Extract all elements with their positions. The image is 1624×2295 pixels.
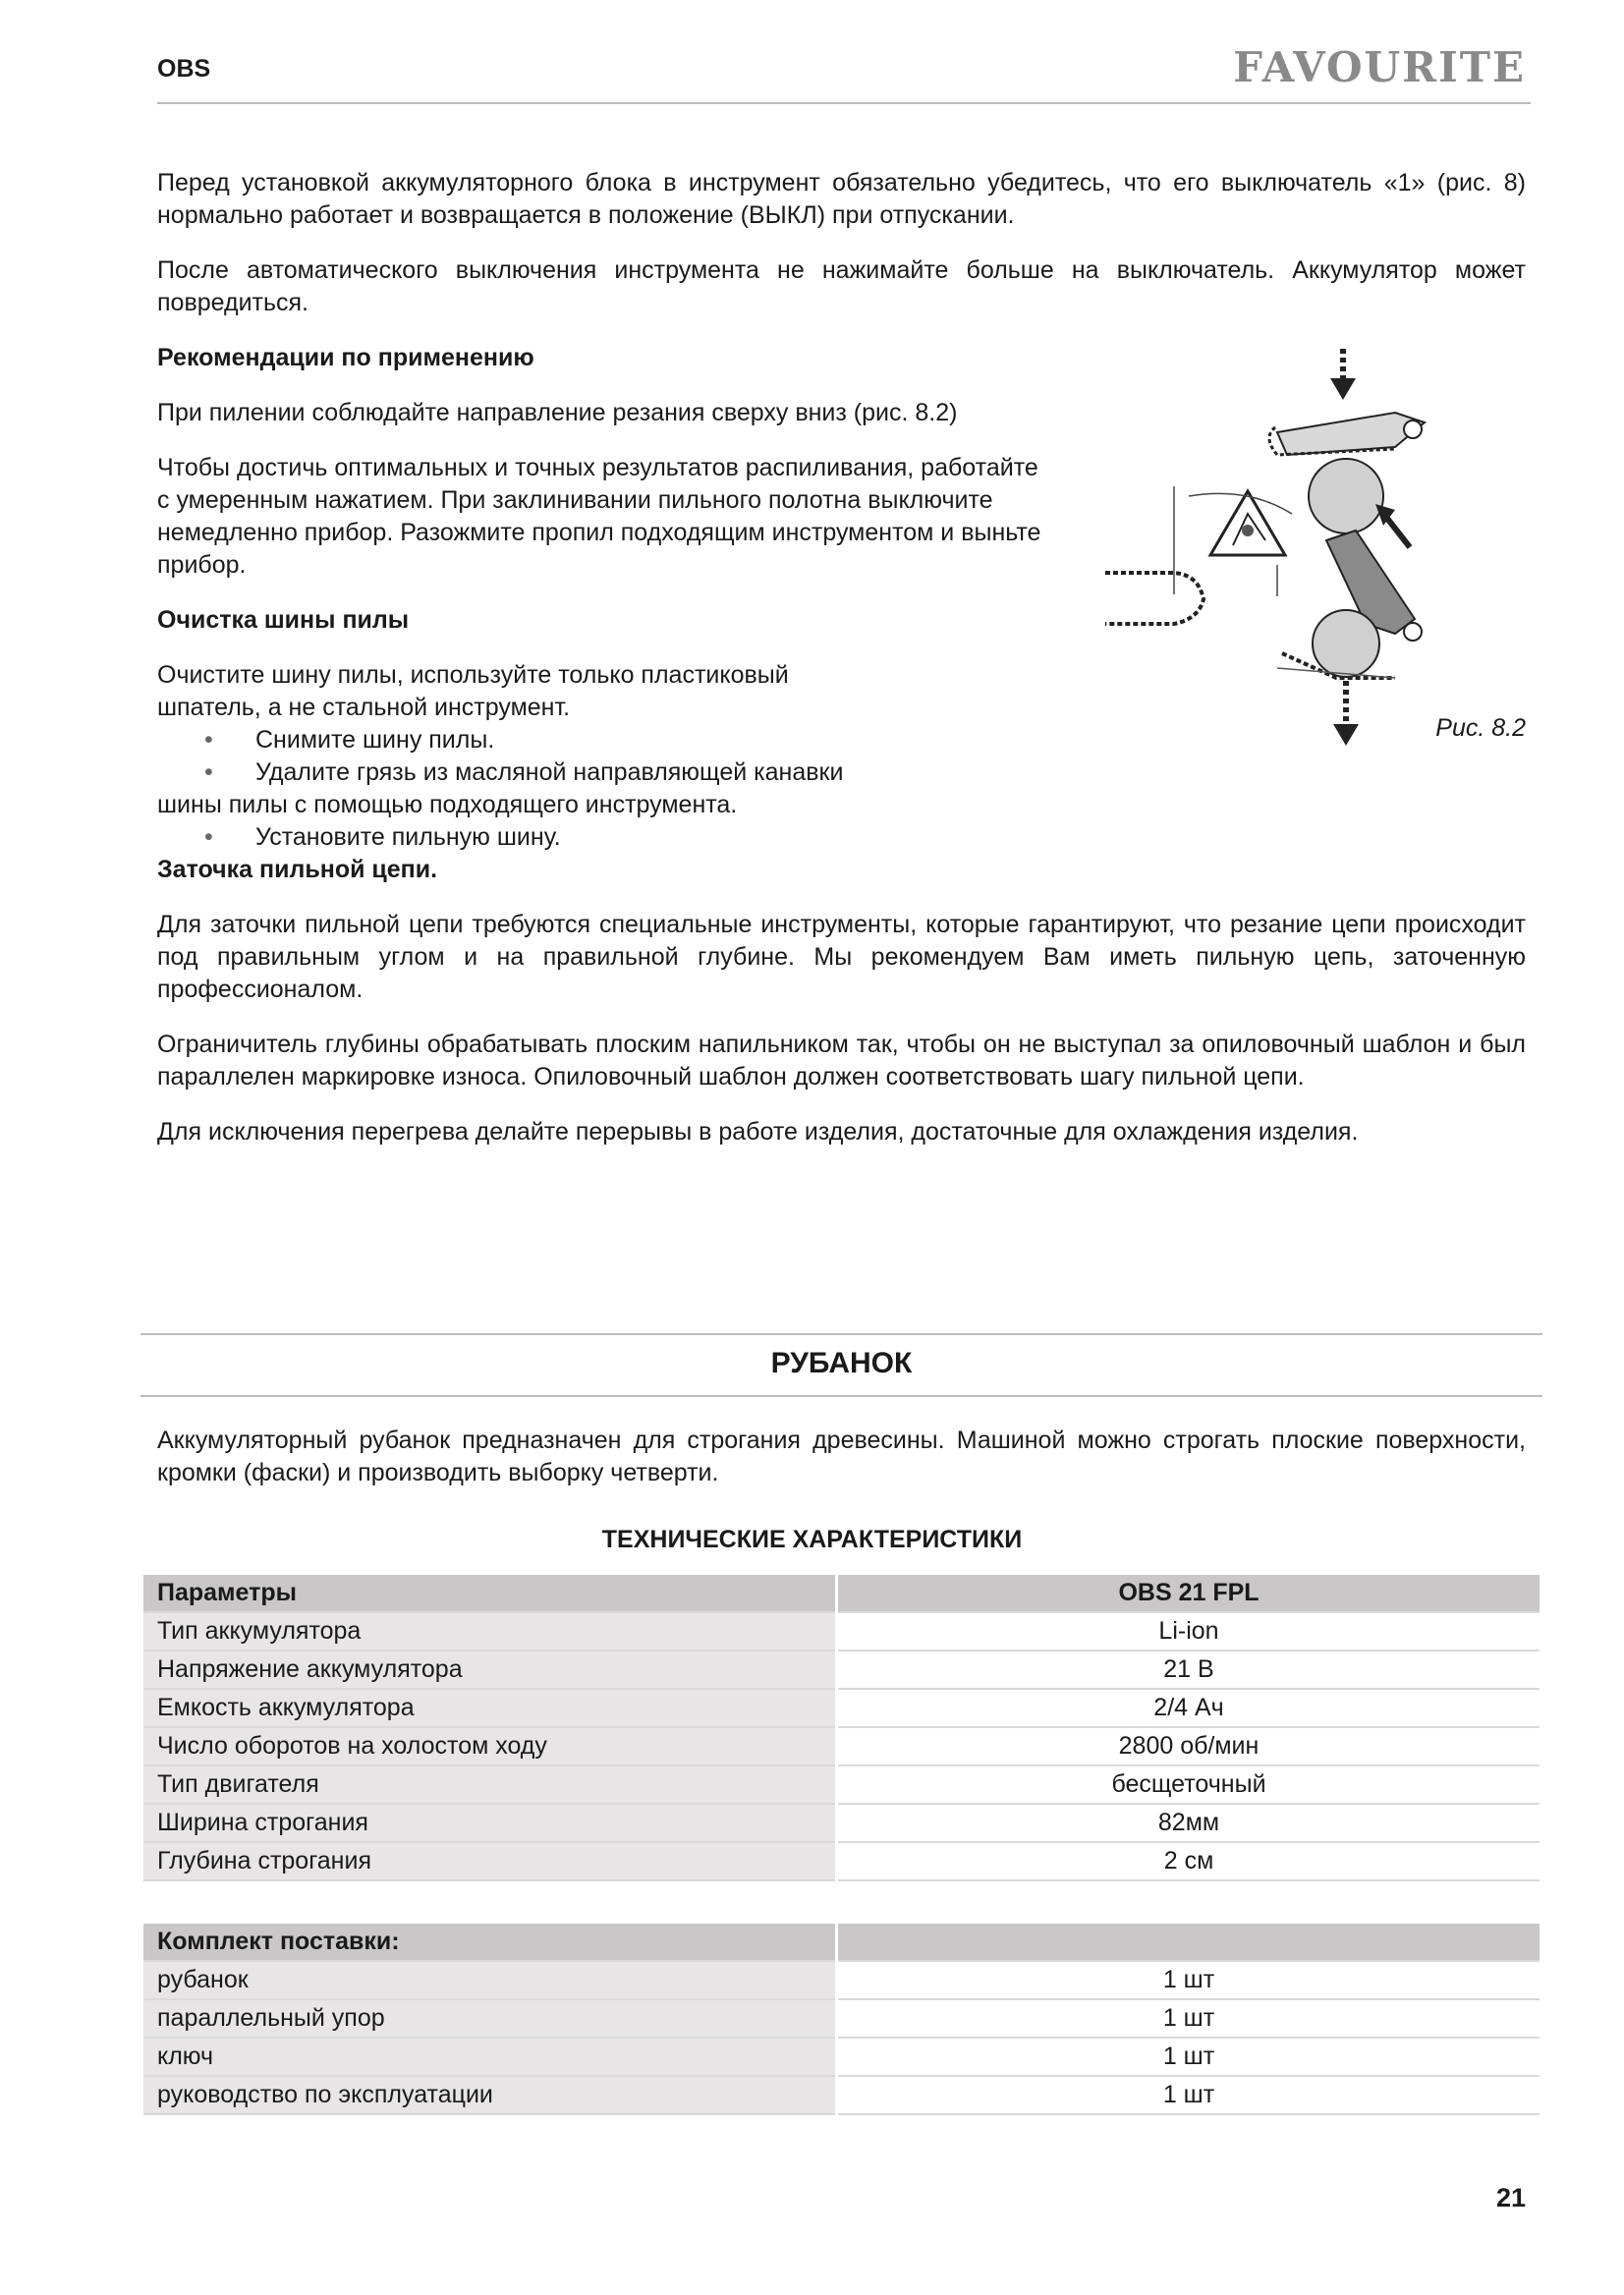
paragraph-cleaning: Очистите шину пилы, используйте только пластиковый шпатель, а не стальной инструмент. [157,661,789,721]
log-icon [1313,610,1379,677]
paragraph-overheat: Для исключения перегрева делайте перерывы в работе изделия, достаточные для охлаждения изделия. [157,1118,1359,1146]
table-cell: бесщеточный [837,1765,1540,1804]
table-cell: Ширина строгания [143,1804,837,1842]
table-cell: 2800 об/мин [837,1727,1540,1765]
table-cell: 1 шт [837,2038,1540,2076]
table-header-row [143,1575,1540,1612]
kit-table [143,1924,1540,2115]
table-cell: параллельный упор [143,1999,837,2038]
heading-cleaning: Очистка шины пилы [157,606,410,634]
table-row [143,2076,1540,2114]
table-cell: рубанок [143,1961,837,1999]
list-item: • Удалите грязь из масляной направляющей канавки [157,756,1526,789]
paragraph-sharpening: Для заточки пильной цепи требуются специальные инструменты, которые гарантируют, что резание цепи происходит под правильным углом и на правильной глубине. Мы рекомендуем Вам иметь пильную цепь, заточенную профессионалом. [157,911,1526,1003]
section-intro: Аккумуляторный рубанок предназначен для строгания древесины. Машиной можно строгать плоские поверхности, кромки (фаски) и производить выборку четверти. [157,1427,1526,1486]
header-divider [157,102,1531,104]
list-item-continuation: шины пилы с помощью подходящего инструмента. [157,791,738,818]
table-row [143,1961,1540,1999]
table-cell: ключ [143,2038,837,2076]
header-model: OBS [157,55,211,83]
table-cell: 2/4 Ач [837,1689,1540,1727]
log-icon [1309,459,1383,533]
table-row [143,1999,1540,2038]
table-row [143,1765,1540,1804]
list-item: • Установите пильную шину. [157,821,1526,854]
table-header-row [143,1924,1540,1961]
table-row [143,1804,1540,1842]
table-header-cell [837,1924,1540,1961]
table-cell: Емкость аккумулятора [143,1689,837,1727]
table-cell: Тип аккумулятора [143,1612,837,1651]
table-cell: руководство по эксплуатации [143,2076,837,2114]
tech-specs-title: ТЕХНИЧЕСКИЕ ХАРАКТЕРИСТИКИ [601,1526,1023,1553]
table-header-cell: Комплект поставки: [143,1924,837,1961]
table-cell: 1 шт [837,2076,1540,2114]
table-cell: Число оборотов на холостом ходу [143,1727,837,1765]
paragraph-optimal-results: Чтобы достичь оптимальных и точных результатов распиливания, работайте с умеренным нажатием. При заклинивании пильного полотна выключите немедленно прибор. Разожмите пропил подходящим инструментом и выньте прибор. [157,454,1041,579]
table-cell: 1 шт [837,1961,1540,1999]
table-header-cell: Параметры [143,1575,837,1612]
table-row [143,2038,1540,2076]
table-cell: 1 шт [837,1999,1540,2038]
heading-usage: Рекомендации по применению [157,344,534,371]
page-number: 21 [1495,2183,1526,2212]
table-row [143,1612,1540,1651]
section-title: РУБАНОК [770,1347,913,1379]
table-header-cell: OBS 21 FPL [837,1575,1540,1612]
table-row [143,1689,1540,1727]
cleaning-steps-end [157,821,1526,854]
table-cell: Li-ion [837,1612,1540,1651]
table-cell: 21 В [837,1651,1540,1689]
section-header [140,1333,1542,1397]
arrow-diagonal-icon [1375,504,1410,547]
specs-table [143,1575,1540,1881]
paragraph-auto-off: После автоматического выключения инструмента не нажимайте больше на выключатель. Аккумулятор может повредиться. [157,256,1526,316]
table-cell: Глубина строгания [143,1842,837,1880]
heading-sharpening: Заточка пильной цепи. [157,856,438,883]
list-item: • Снимите шину пилы. [157,724,1526,756]
table-cell: 82мм [837,1804,1540,1842]
paragraph-cut-direction: При пилении соблюдайте направление резания сверху вниз (рис. 8.2) [157,399,958,426]
brand-logo: FAVOURITE [1233,43,1526,91]
table-cell: 2 см [837,1842,1540,1880]
arrow-down-icon [1333,681,1359,746]
table-row [143,1651,1540,1689]
arrow-down-icon [1330,349,1356,400]
figure-cutting-direction [1100,339,1533,761]
saw-bar-top [1269,413,1425,455]
paragraph-switch-check: Перед установкой аккумуляторного блока в инструмент обязательно убедитесь, что его выключатель «1» (рис. 8) нормально работает и возвращается в положение (ВЫКЛ) при отпускании. [157,169,1526,229]
chainsaw-illustration [1100,339,1533,761]
table-row [143,1842,1540,1880]
paragraph-depth-limiter: Ограничитель глубины обрабатывать плоским напильником так, чтобы он не выступал за опиловочный шаблон и был параллелен маркировке износа. Опиловочный шаблон должен соответствовать шагу пильной цепи. [157,1031,1526,1091]
warning-icon [1210,491,1285,555]
table-row [143,1727,1540,1765]
table-cell: Тип двигателя [143,1765,837,1804]
table-cell: Напряжение аккумулятора [143,1651,837,1689]
figure-caption: Рис. 8.2 [1435,714,1526,742]
